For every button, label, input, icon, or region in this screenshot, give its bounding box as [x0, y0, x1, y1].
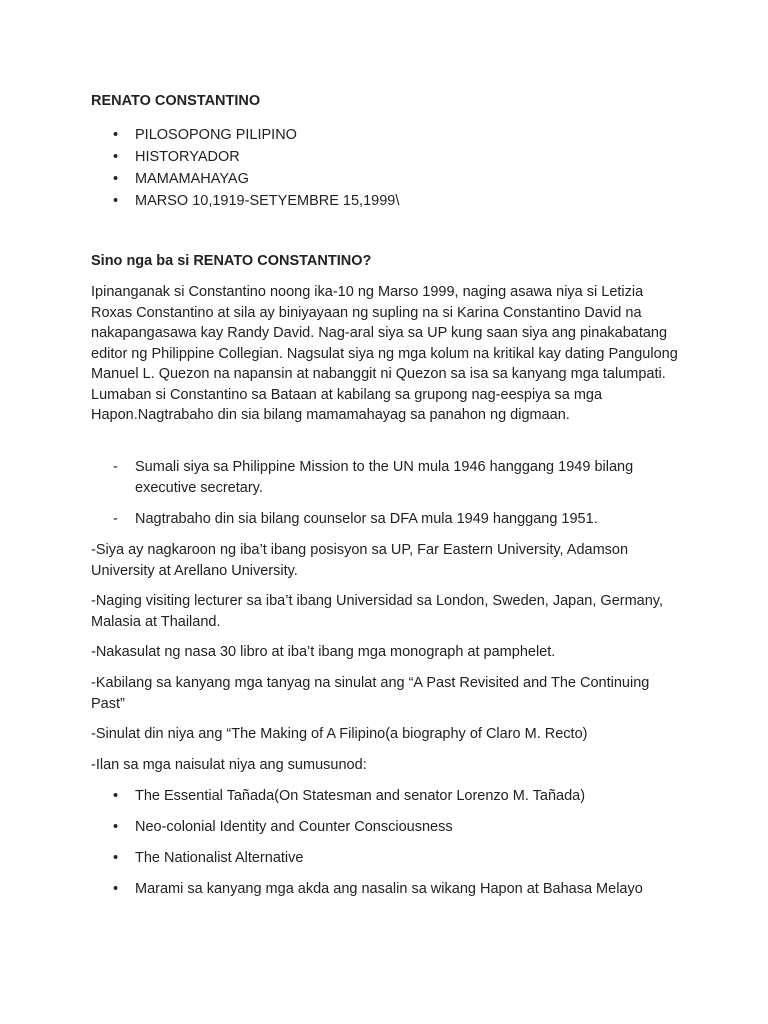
facts-list [91, 124, 399, 212]
list-item: • MARSO 10,1919-SETYEMBRE 15,1999\ [91, 190, 399, 212]
works-list-item-4 [91, 879, 643, 900]
paragraph-lecturer: -Naging visiting lecturer sa iba’t ibang Universidad sa London, Sweden, Japan, Germany, Malasia at Thailand. [91, 593, 663, 630]
paragraph-works-intro: -Ilan sa mga naisulat niya ang sumusunod: [91, 757, 367, 773]
list-item: • Marami sa kanyang mga akda ang nasalin sa wikang Hapon at Bahasa Melayo [91, 879, 643, 900]
list-item: • Neo-colonial Identity and Counter Consciousness [91, 817, 453, 838]
paragraph-famous-works: -Kabilang sa kanyang mga tanyag na sinulat ang “A Past Revisited and The Continuing Past” [91, 675, 650, 712]
list-item: • HISTORYADOR [91, 146, 399, 168]
paragraph-books: -Nakasulat ng nasa 30 libro at iba’t ibang mga monograph at pamphelet. [91, 644, 556, 660]
list-item: - Nagtrabaho din sia bilang counselor sa DFA mula 1949 hanggang 1951. [91, 509, 675, 530]
intro-paragraph: Ipinanganak si Constantino noong ika-10 ng Marso 1999, naging asawa niya si Letizia Roxas Constantino at sila ay biniyayaan ng supling na si Karina Constantino David na nakapangasawa kay Randy David. Nag-aral siya sa UP kung saan siya ang pinakabatang editor ng Philippine Collegian. Nagsulat siya ng mga kolum na kritikal kay dating Pangulong Manuel L. Quezon na napansin at nabanggit ni Quezon sa isa sa kanyang mga talumpati. Lumaban si Constantino sa Bataan at kabilang sa grupong nag-eespiya sa mga Hapon.Nagtrabaho din sia bilang mamamahayag sa panahon ng digmaan. [91, 284, 678, 423]
dash-list-item-1 [91, 457, 675, 498]
section-question-heading: Sino nga ba si RENATO CONSTANTINO? [91, 253, 372, 269]
dash-list-item-2 [91, 509, 675, 530]
works-list-item-2 [91, 817, 453, 838]
works-list-item-1 [91, 786, 585, 807]
paragraph-making-of-filipino: -Sinulat din niya ang “The Making of A Filipino(a biography of Claro M. Recto) [91, 726, 588, 742]
list-item: • The Essential Tañada(On Statesman and senator Lorenzo M. Tañada) [91, 786, 585, 807]
works-list-item-3 [91, 848, 303, 869]
list-item: • The Nationalist Alternative [91, 848, 303, 869]
list-item: - Sumali siya sa Philippine Mission to the UN mula 1946 hanggang 1949 bilang executive secretary. [91, 457, 675, 498]
list-item: • PILOSOPONG PILIPINO [91, 124, 399, 146]
paragraph-positions: -Siya ay nagkaroon ng iba’t ibang posisyon sa UP, Far Eastern University, Adamson University at Arellano University. [91, 542, 629, 579]
document-title: RENATO CONSTANTINO [91, 93, 261, 109]
list-item: • MAMAMAHAYAG [91, 168, 399, 190]
